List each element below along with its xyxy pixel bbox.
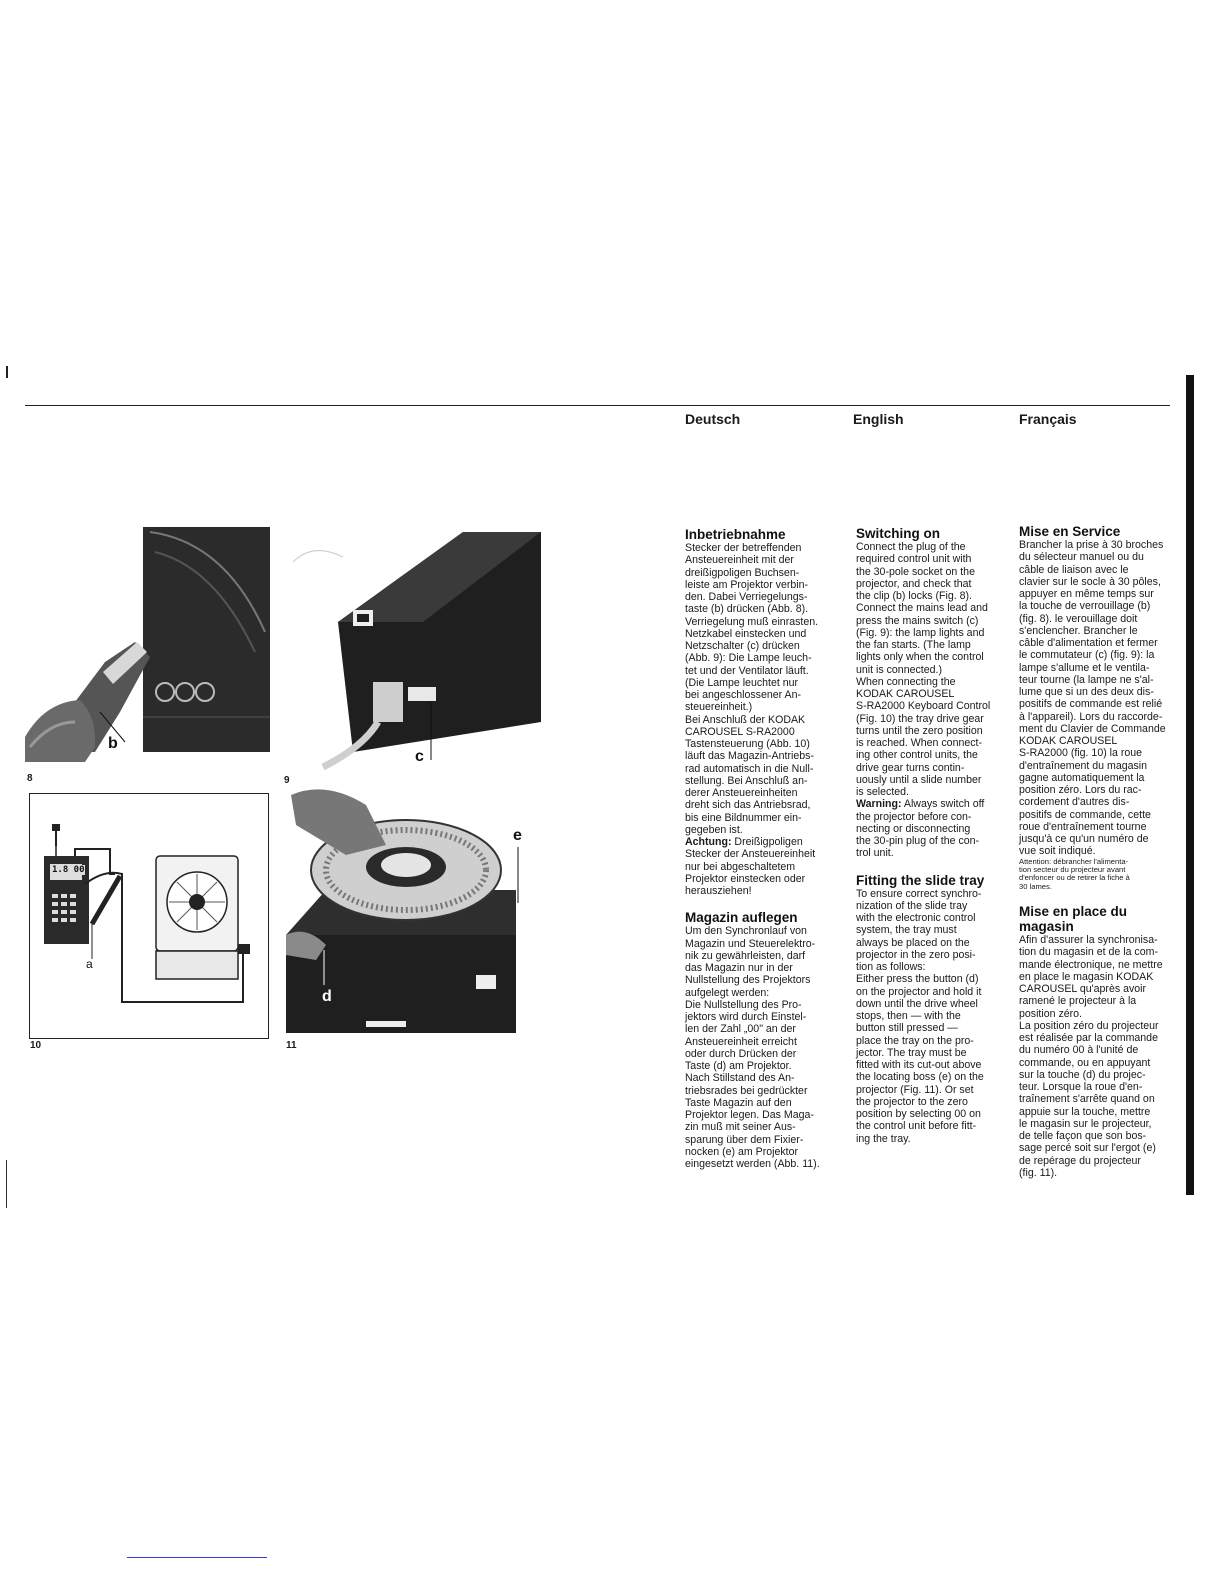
text-line: sage percé soit sur l'ergot (e) bbox=[1019, 1142, 1156, 1155]
warning-line: 30 lames. bbox=[1019, 881, 1052, 891]
text-line: Taste Magazin auf den bbox=[685, 1096, 792, 1109]
text-line: ramené le projecteur à la bbox=[1019, 995, 1137, 1008]
warning-line: nur bei abgeschaltetem bbox=[685, 860, 796, 873]
text-line: nocken (e) am Projektor bbox=[685, 1145, 799, 1158]
text-line: de repérage du projecteur bbox=[1019, 1154, 1141, 1167]
heading-magazin-auflegen: Magazin auflegen bbox=[685, 910, 798, 926]
text-line: positifs de commande, cette bbox=[1019, 808, 1151, 821]
text-line: dreißigpoligen Buchsen- bbox=[685, 566, 800, 579]
text-fitting-slide-tray bbox=[856, 888, 1016, 1145]
text-line: Ansteuereinheit erreicht bbox=[685, 1035, 797, 1048]
warning-line: Stecker der Ansteuereinheit bbox=[685, 848, 816, 861]
callout-a: a bbox=[86, 957, 93, 971]
text-mise-en-place bbox=[1019, 934, 1181, 1179]
text-line: triebsrades bei gedrückter bbox=[685, 1084, 808, 1097]
text-line: câble de liaison avec le bbox=[1019, 563, 1129, 576]
text-line: ing the tray. bbox=[856, 1132, 911, 1145]
text-line: (fig. 11). bbox=[1019, 1166, 1058, 1179]
text-line: system, the tray must bbox=[856, 924, 957, 937]
text-line: stellung. Bei Anschluß an- bbox=[685, 774, 808, 787]
text-line: Magazin und Steuerelektro- bbox=[685, 937, 816, 950]
text-line: Brancher la prise à 30 broches bbox=[1019, 539, 1164, 551]
text-line: position by selecting 00 on bbox=[856, 1108, 981, 1120]
text-line: Either press the button (d) bbox=[856, 973, 979, 986]
text-line: drive gear turns contin- bbox=[856, 761, 965, 774]
heading-mise-en-place-line2: magasin bbox=[1019, 919, 1074, 935]
heading-fitting-slide-tray: Fitting the slide tray bbox=[856, 872, 985, 888]
warning-label: Achtung: bbox=[685, 836, 732, 848]
warning-line: the projector before con- bbox=[856, 810, 972, 823]
text-line: uously until a slide number bbox=[856, 773, 982, 786]
text-line: on the projector and hold it bbox=[856, 985, 982, 998]
text-line: lume que si un des deux dis- bbox=[1019, 686, 1154, 698]
text-line: stops, then — with the bbox=[856, 1010, 961, 1022]
text-line: eingesetzt werden (Abb. 11). bbox=[685, 1158, 820, 1170]
warning-line: trol unit. bbox=[856, 847, 894, 860]
scan-underline bbox=[127, 1557, 267, 1558]
text-line: lights only when the control bbox=[856, 651, 984, 664]
text-line: jusqu'à ce qu'un numéro de bbox=[1019, 833, 1149, 845]
callout-d: d bbox=[322, 988, 332, 1005]
text-line: teur tourne (la lampe ne s'al- bbox=[1019, 673, 1154, 686]
text-line: derer Ansteuereinheiten bbox=[685, 787, 798, 799]
text-line: clavier sur le socle à 30 pôles, bbox=[1019, 575, 1161, 588]
text-line: gegeben ist. bbox=[685, 823, 743, 836]
warning-line: necting or disconnecting bbox=[856, 822, 971, 835]
text-line: KODAK CAROUSEL bbox=[856, 688, 955, 700]
text-line: (Abb. 9): Die Lampe leuch- bbox=[685, 652, 812, 665]
text-line: tion du magasin et de la com- bbox=[1019, 946, 1158, 959]
text-line: the clip (b) locks (Fig. 8). bbox=[856, 590, 972, 602]
text-line: gagne automatiquement la bbox=[1019, 771, 1145, 784]
lang-header-english: English bbox=[853, 411, 904, 427]
text-switching-on bbox=[856, 541, 1016, 860]
text-line: ing other control units, the bbox=[856, 749, 978, 762]
text-line: jector. The tray must be bbox=[856, 1046, 967, 1059]
text-inbetriebnahme bbox=[685, 542, 845, 897]
text-line: (fig. 8). le verouillage doit bbox=[1019, 612, 1138, 625]
text-line: cordement d'autres dis- bbox=[1019, 796, 1130, 809]
text-line: When connecting the bbox=[856, 675, 956, 688]
text-line: turns until the zero position bbox=[856, 724, 983, 737]
scan-mark bbox=[6, 1160, 7, 1208]
text-line: the fan starts. (The lamp bbox=[856, 639, 971, 651]
text-line: projector in the zero posi- bbox=[856, 948, 976, 961]
text-line: appuyer en même temps sur bbox=[1019, 588, 1154, 600]
text-line: Afin d'assurer la synchronisa- bbox=[1019, 934, 1158, 947]
text-line: taste (b) drücken (Abb. 8). bbox=[685, 603, 809, 616]
text-line: sparung über dem Fixier- bbox=[685, 1133, 804, 1146]
text-line: lampe s'allume et le ventila- bbox=[1019, 661, 1150, 674]
warning-line: Warning: Always switch off bbox=[856, 798, 985, 811]
text-line: is reached. When connect- bbox=[856, 737, 983, 749]
text-line: the locating boss (e) on the bbox=[856, 1071, 984, 1084]
text-line: du sélecteur manuel ou du bbox=[1019, 551, 1144, 564]
keypad-display-readout: 1.8 00 bbox=[52, 865, 85, 875]
text-line: Connect the mains lead and bbox=[856, 602, 988, 615]
text-line: Projektor legen. Das Maga- bbox=[685, 1109, 814, 1121]
text-line: bei angeschlossener An- bbox=[685, 689, 802, 701]
text-line: s'enclencher. Brancher le bbox=[1019, 624, 1138, 637]
text-line: Stecker der betreffenden bbox=[685, 542, 802, 554]
text-line: unit is connected.) bbox=[856, 663, 942, 676]
text-line: (Fig. 10) the tray drive gear bbox=[856, 712, 984, 725]
text-line: Um den Synchronlauf von bbox=[685, 925, 807, 938]
text-line: das Magazin nur in der bbox=[685, 962, 793, 974]
text-line: the control unit before fitt- bbox=[856, 1120, 977, 1133]
text-line: la touche de verrouillage (b) bbox=[1019, 600, 1151, 613]
text-line: Verriegelung muß einrasten. bbox=[685, 615, 819, 628]
text-line: câble d'alimentation et fermer bbox=[1019, 637, 1158, 649]
text-line: CAROUSEL S-RA2000 bbox=[685, 725, 795, 738]
text-line: tet und der Ventilator läuft. bbox=[685, 664, 809, 677]
text-line: traînement s'arrête quand on bbox=[1019, 1093, 1155, 1106]
text-line: len der Zahl „00" an der bbox=[685, 1023, 796, 1036]
text-line: tion as follows: bbox=[856, 961, 926, 973]
callout-c: c bbox=[415, 748, 424, 765]
text-line: nization of the slide tray bbox=[856, 899, 968, 912]
text-line: oder durch Drücken der bbox=[685, 1047, 797, 1060]
header-rule bbox=[25, 405, 1170, 406]
text-line: fitted with its cut-out above bbox=[856, 1059, 982, 1071]
text-line: button still pressed — bbox=[856, 1022, 958, 1035]
text-line: steuereinheit.) bbox=[685, 701, 753, 714]
warning-line: the 30-pin plug of the con- bbox=[856, 835, 980, 847]
text-line: with the electronic control bbox=[856, 912, 976, 924]
figure-11-number: 11 bbox=[286, 1040, 297, 1051]
text-line: always be placed on the bbox=[856, 936, 970, 949]
warning-line: herausziehen! bbox=[685, 885, 752, 897]
warning-label: Warning: bbox=[856, 798, 902, 811]
text-line: Die Nullstellung des Pro- bbox=[685, 998, 802, 1011]
heading-inbetriebnahme: Inbetriebnahme bbox=[685, 527, 786, 542]
text-line: appuie sur la touche, mettre bbox=[1019, 1105, 1151, 1118]
text-line: (Die Lampe leuchtet nur bbox=[685, 676, 799, 689]
text-line: Bei Anschluß der KODAK bbox=[685, 713, 806, 726]
figure-10-diagram bbox=[29, 793, 269, 1039]
text-line: place the tray on the pro- bbox=[856, 1034, 974, 1047]
figure-10-number: 10 bbox=[30, 1040, 42, 1051]
text-line: bis eine Bildnummer ein- bbox=[685, 811, 802, 824]
text-line: down until the drive wheel bbox=[856, 997, 978, 1010]
heading-switching-on: Switching on bbox=[856, 526, 940, 541]
warning-line: tion secteur du projecteur avant bbox=[1019, 864, 1126, 874]
text-line: dreht sich das Antriebsrad, bbox=[685, 799, 811, 812]
text-line: aufgelegt werden: bbox=[685, 986, 770, 999]
text-line: vue soit indiqué. bbox=[1019, 845, 1096, 858]
text-line: teur. Lorsque la roue d'en- bbox=[1019, 1081, 1143, 1094]
text-line: Nach Stillstand des An- bbox=[685, 1072, 795, 1085]
column-francais bbox=[1019, 524, 1181, 1179]
text-line: est réalisée par la commande bbox=[1019, 1032, 1158, 1045]
text-line: zin muß mit seiner Aus- bbox=[685, 1121, 796, 1134]
warning-line: Achtung: Dreißigpoligen bbox=[685, 836, 803, 848]
text-line: S-RA2000 (fig. 10) la roue bbox=[1019, 747, 1143, 760]
text-line: the 30-pole socket on the bbox=[856, 565, 975, 578]
text-line: press the mains switch (c) bbox=[856, 614, 979, 627]
text-line: KODAK CAROUSEL bbox=[1019, 735, 1118, 747]
text-line: roue d'entraînement tourne bbox=[1019, 820, 1147, 833]
text-line: leiste am Projektor verbin- bbox=[685, 578, 809, 591]
text-line: CAROUSEL qu'après avoir bbox=[1019, 983, 1147, 996]
text-line: d'entraînement du magasin bbox=[1019, 759, 1148, 772]
text-line: Ansteuereinheit mit der bbox=[685, 554, 794, 567]
text-line: projector, and check that bbox=[856, 577, 972, 590]
scan-mark bbox=[6, 366, 8, 378]
text-line: de telle façon que son bos- bbox=[1019, 1130, 1147, 1143]
lang-header-deutsch: Deutsch bbox=[685, 411, 741, 427]
text-line: du numéro 00 à l'unité de bbox=[1019, 1044, 1139, 1057]
figure-8-number: 8 bbox=[27, 773, 33, 784]
text-line: den. Dabei Verriegelungs- bbox=[685, 591, 808, 603]
page-edge-bar bbox=[1186, 375, 1194, 1195]
text-line: rad automatisch in die Null- bbox=[685, 762, 814, 775]
text-line: le commutateur (c) (fig. 9): la bbox=[1019, 649, 1155, 662]
text-mise-en-service bbox=[1019, 539, 1181, 858]
column-deutsch bbox=[685, 527, 845, 1170]
warning-line: d'enfoncer ou de retirer la fiche à bbox=[1019, 873, 1130, 883]
warning-line: Attention: débrancher l'alimenta- bbox=[1019, 856, 1129, 866]
text-line: To ensure correct synchro- bbox=[856, 887, 982, 900]
lang-header-francais: Français bbox=[1019, 411, 1077, 427]
figure-9-number: 9 bbox=[284, 775, 290, 786]
text-line: le magasin sur le projecteur, bbox=[1019, 1117, 1152, 1130]
figure-9-photo bbox=[283, 522, 543, 770]
text-line: positifs de commande est relié bbox=[1019, 698, 1163, 711]
column-english bbox=[856, 526, 1016, 1145]
text-line: Tastensteuerung (Abb. 10) bbox=[685, 738, 810, 750]
warning-line: Projektor einstecken oder bbox=[685, 872, 806, 885]
text-line: projector (Fig. 11). Or set bbox=[856, 1083, 974, 1096]
text-line: Nullstellung des Projektors bbox=[685, 974, 811, 987]
text-line: position zéro. bbox=[1019, 1007, 1083, 1020]
heading-mise-en-service: Mise en Service bbox=[1019, 524, 1121, 539]
heading-mise-en-place-line1: Mise en place du bbox=[1019, 904, 1128, 920]
text-line: S-RA2000 Keyboard Control bbox=[856, 700, 991, 713]
text-line: Connect the plug of the bbox=[856, 541, 966, 553]
text-line: sur la touche (d) du projec- bbox=[1019, 1068, 1146, 1081]
text-line: position zéro. Lors du rac- bbox=[1019, 784, 1142, 796]
text-line: required control unit with bbox=[856, 553, 972, 566]
text-magazin-auflegen bbox=[685, 925, 845, 1170]
text-line: nik zu gewährleisten, darf bbox=[685, 949, 806, 962]
text-line: läuft das Magazin-Antriebs- bbox=[685, 750, 814, 763]
text-line: La position zéro du projecteur bbox=[1019, 1019, 1159, 1032]
text-line: Taste (d) am Projektor. bbox=[685, 1060, 792, 1072]
text-line: en place le magasin KODAK bbox=[1019, 970, 1154, 983]
text-line: Netzkabel einstecken und bbox=[685, 627, 807, 640]
figure-8-photo bbox=[25, 522, 270, 762]
text-line: à l'appareil). Lors du raccorde- bbox=[1019, 710, 1163, 723]
text-line: the projector to the zero bbox=[856, 1095, 968, 1108]
text-line: Netzschalter (c) drücken bbox=[685, 640, 800, 652]
text-line: ment du Clavier de Commande bbox=[1019, 722, 1166, 735]
text-line: (Fig. 9): the lamp lights and bbox=[856, 626, 985, 639]
callout-e: e bbox=[513, 827, 522, 844]
warning-attention bbox=[1019, 858, 1181, 892]
text-line: mande électronique, ne mettre bbox=[1019, 958, 1163, 971]
text-line: commande, ou en appuyant bbox=[1019, 1056, 1151, 1069]
text-line: jektors wird durch Einstel- bbox=[685, 1011, 807, 1023]
text-line: is selected. bbox=[856, 786, 909, 798]
callout-b: b bbox=[108, 735, 118, 752]
